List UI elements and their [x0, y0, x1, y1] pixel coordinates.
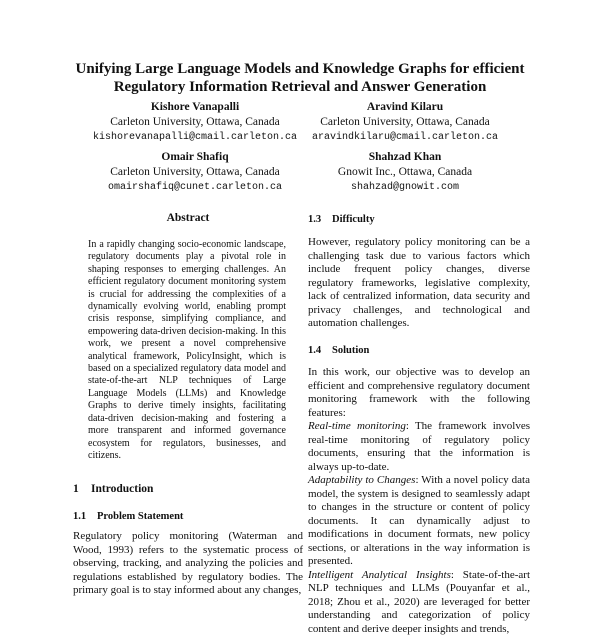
feature-description: : With a novel policy data model, the system is designed to seamlessly adapt to changes in the structure or content of policy documents. It can dynamically adjust to modifications in document formats, new policy sections, or alterations in the way information is presented. — [308, 474, 530, 567]
author-name: Aravind Kilaru — [366, 101, 444, 113]
subsection-number: 1.3 — [308, 214, 322, 225]
feature-name: Real-time monitoring — [308, 420, 406, 432]
author-affiliation: Carleton University, Ottawa, Canada — [110, 166, 280, 178]
author-name: Kishore Vanapalli — [150, 101, 240, 113]
subsection-number: 1.4 — [308, 345, 322, 356]
author-name: Shahzad Khan — [368, 151, 442, 163]
subsection-heading-difficulty — [308, 214, 375, 225]
feature-name: Intelligent Analytical Insights — [308, 568, 451, 581]
section-heading-introduction — [73, 483, 153, 495]
abstract-text: In a rapidly changing socio-economic landscape, regulatory documents play a pivotal role in shaping responses to emerging challenges. An efficient regulatory document monitoring system is crucial for addressing the complexities of a dynamically evolving world, enabling prompt crisis response, simplifying compliance, and empowering data-driven decision-making. In this work, we present a novel comprehensive analytical framework, PolicyInsight, which is based on a specialized regulatory data model and state-of-the-art NLP techniques of Large Language Models (LLMs) and Knowledge Graphs to derive timely insights, facilitating data-driven decision-making and fostering a more transparent and informed governance ecosystem for regulators, businesses, and citizens. — [88, 239, 286, 461]
author-email: kishorevanapalli@cmail.carleton.ca — [92, 132, 298, 143]
section-number: 1 — [73, 483, 79, 495]
author-email: aravindkilaru@cmail.carleton.ca — [311, 132, 499, 143]
subsection-number: 1.1 — [73, 511, 87, 522]
title-line-1: Unifying Large Language Models and Knowledge Graphs for efficient — [75, 61, 525, 77]
author-affiliation: Gnowit Inc., Ottawa, Canada — [337, 166, 473, 178]
section-title: Introduction — [91, 483, 154, 495]
paper-title — [60, 60, 540, 96]
author-name: Omair Shafiq — [161, 151, 229, 163]
subsection-title: Difficulty — [332, 214, 375, 225]
problem-statement-text: Regulatory policy monitoring (Waterman and Wood, 1993) refers to the systematic process of observing, tracking, and analyzing the policies and regulations established by regulatory bodies. The primary goal is to stay informed about any changes, — [73, 530, 303, 596]
feature-description: : State-of-the-art NLP techniques and LLMs (Pouyanfar et al., 2018; Zhou et al., 2020) are leveraged for better understanding and categorization of policy content and derive deeper insights and trends, — [308, 568, 530, 635]
author-email: shahzad@gnowit.com — [350, 182, 460, 193]
subsection-title: Solution — [332, 345, 370, 356]
subsection-title: Problem Statement — [97, 511, 184, 522]
difficulty-text: However, regulatory policy monitoring can be a challenging task due to various factors which include frequent policy changes, diverse regulatory frameworks, legislative complexity, lack of centralized information, data security and privacy challenges, and technological and automation challenges. — [308, 236, 530, 329]
feature-name: Adaptability to Changes — [308, 474, 416, 486]
author-email: omairshafiq@cunet.carleton.ca — [107, 182, 283, 193]
author-block — [290, 100, 520, 145]
solution-text — [308, 366, 530, 636]
abstract-heading: Abstract — [166, 212, 210, 224]
subsection-heading-problem-statement — [73, 511, 183, 522]
author-affiliation: Carleton University, Ottawa, Canada — [110, 116, 280, 128]
author-affiliation: Carleton University, Ottawa, Canada — [320, 116, 490, 128]
title-line-2: Regulatory Information Retrieval and Answer Generation — [113, 79, 487, 95]
author-block — [80, 150, 310, 195]
feature-description: : The framework involves real-time monitoring of regulatory policy documents, ensuring that the information is always up-to-date. — [308, 420, 530, 473]
solution-intro: In this work, our objective was to develop an efficient and comprehensive regulatory document monitoring framework with the following features: — [308, 366, 530, 419]
author-block — [80, 100, 310, 145]
author-block — [290, 150, 520, 195]
subsection-heading-solution — [308, 345, 369, 356]
